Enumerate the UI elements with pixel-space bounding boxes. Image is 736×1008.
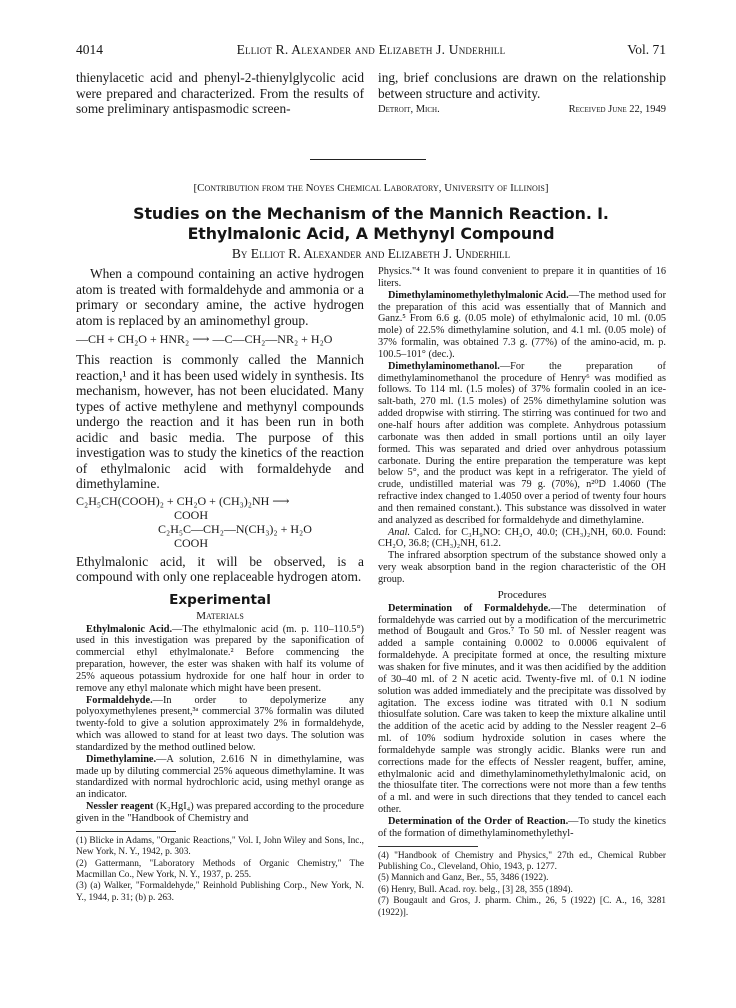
footnote-6: (6) Henry, Bull. Acad. roy. belg., [3] 28, 355 (1894). — [378, 884, 573, 895]
footnote-rule-right — [378, 846, 478, 847]
carryover-left: thienylacetic acid and phenyl-2-thienylglycolic acid were prepared and characterized. From the results of some preliminary antispasmodic screen- — [76, 70, 364, 117]
byline: By Elliot R. Alexander and Elizabeth J. Underhill — [231, 246, 511, 261]
article-title: Studies on the Mechanism of the Mannich Reaction. I. Ethylmalonic Acid, A Methynyl Compound — [133, 204, 609, 243]
footnote-7: (7) Bougault and Gros, J. pharm. Chim., 26, 5 (1922) [C. A., 16, 3281 (1922)]. — [378, 896, 666, 918]
running-head-authors: Elliot R. Alexander and Elizabeth J. Underhill — [236, 42, 506, 57]
analysis-label: Anal. — [388, 526, 411, 538]
dateline-place: Detroit, Mich. — [378, 104, 440, 116]
nessler-text: (K₂HgI₄) was prepared according to the procedure given in the "Handbook of Chemistry and — [76, 801, 364, 824]
dimethylamine-label: Dimethylamine. — [86, 753, 157, 765]
section-divider — [310, 159, 426, 160]
formaldehyde-determination-label: Determination of Formaldehyde. — [388, 602, 551, 614]
formaldehyde-paragraph — [76, 695, 364, 754]
equation-2-cooh-bottom: COOH — [174, 535, 209, 550]
intro-paragraph: When a compound containing an active hydrogen atom is treated with formaldehyde and ammonia or a primary or secondary amine, the active hydrogen atom is replaced by an aminomethyl group. — [76, 266, 364, 328]
equation-2-line1: C₂H₅CH(COOH)₂ + CH₂O + (CH₃)₂NH ⟶ — [76, 493, 290, 508]
physics-continuation: Physics."⁴ It was found convenient to prepare it in quantities of 16 liters. — [378, 266, 666, 289]
equation-2-line2: C₂H₅C—CH₂—N(CH₃)₂ + H₂O — [158, 521, 312, 536]
equation-2-cooh-top: COOH — [174, 507, 209, 522]
footnote-rule-left — [76, 831, 176, 832]
formaldehyde-label: Formaldehyde. — [86, 694, 153, 706]
contribution-line: [Contribution from the Noyes Chemical Laboratory, University of Illinois] — [193, 182, 549, 194]
footnote-3: (3) (a) Walker, "Formaldehyde," Reinhold Publishing Corp., New York, N. Y., 1944, p. 31; (b) p. 263. — [76, 881, 364, 903]
formaldehyde-determination-paragraph — [378, 603, 666, 816]
right-column — [378, 266, 666, 919]
running-head — [76, 42, 666, 62]
dmm-label: Dimethylaminomethanol. — [388, 360, 500, 372]
dimethylamine-text: —A solution, 2.616 N in dimethylamine, was made up by diluting commercial 25% aqueous dimethylamine. It was standardized with normal hydrochloric acid, using methyl orange as an indicator. — [76, 753, 364, 801]
footnote-4: (4) "Handbook of Chemistry and Physics," 27th ed., Chemical Rubber Publishing Co., Cleveland, Ohio, 1943, p. 1277. — [378, 850, 666, 873]
equation-2 — [76, 494, 364, 550]
equation-1: —CH + CH₂O + HNR₂ ⟶ —C—CH₂—NR₂ + H₂O — [76, 332, 333, 346]
analysis-text: Calcd. for C₃H₉NO: CH₂O, 40.0; (CH₃)₂NH, 60.0. Found: CH₂O, 36.8; (CH₃)₂NH, 61.2. — [378, 526, 666, 550]
dmme-paragraph — [378, 290, 666, 361]
mannich-paragraph: This reaction is commonly called the Mannich reaction,¹ and it has been used widely in synthesis. Its mechanism, however, has not been elucidated. Many types of active methylene and methynyl compounds undergo the reaction and it has been run in both acidic and basic media. The purpose of this investigation was to study the kinetics of the reaction of ethylmalonic acid with formaldehyde and dimethylamine. — [76, 352, 364, 491]
order-of-reaction-label: Determination of the Order of Reaction. — [388, 815, 569, 827]
page-number: 4014 — [76, 42, 103, 57]
analysis-paragraph — [378, 527, 666, 551]
nessler-label: Nessler reagent — [86, 801, 154, 813]
dateline — [378, 102, 666, 118]
heading-procedures: Procedures — [497, 588, 547, 601]
order-of-reaction-text: —To study the kinetics of the formation of dimethylaminomethylethyl- — [378, 815, 666, 839]
carryover-right-block — [378, 70, 666, 118]
dmme-text: —The method used for the preparation of this acid was essentially that of Mannich and Ganz.⁵ From 6.6 g. (0.05 mole) of ethylmalonic acid, 10 ml. (0.05 mole) of 22.5% dimethylamine solution, and 4.1 ml. (0.05 mole) of 37% formalin, was obtained 7.3 g. (77%) of the amino-acid, m. p. 100.5–101° (dec.). — [378, 289, 667, 360]
dmm-text: —For the preparation of dimethylaminomethanol the procedure of Henry⁶ was modified as follows. To 114 ml. (1.5 moles) of 37% formalin cooled in an ice-salt-bath, 270 ml. (1.5 moles) of 25% dimethylamine solution was added dropwise with stirring. The stirring was continued for two and one-half hours after addition was complete. Anhydrous potassium carbonate was then added in small portions until an oily layer formed. This was separated and dried over anhydrous potassium carbonate. During the entire preparation the temperature was kept below 5°, and the product was kept in a refrigerator. The yield of crude, undistilled material was 79 g. (70%), n²⁰D 1.4060 (The refractive index changed to 1.4050 over a period of twenty four hours and then remained constant.). This substance was dissolved in water and analyzed as described for formaldehyde and dimethylamine. — [378, 360, 666, 526]
dateline-received: Received June 22, 1949 — [568, 104, 666, 116]
dmme-label: Dimethylaminomethylethylmalonic Acid. — [388, 289, 569, 301]
ethylmalonic-acid-text: —The ethylmalonic acid (m. p. 110–110.5°) used in this investigation was prepared by the saponification of commercial ethyl ethylmalonate.² Before commencing the preparation, however, the ester was shaken with half its volume of 25% aqueous potassium hydroxide for one half hour in order to remove any ethyl malonate which might have been present. — [76, 623, 364, 694]
infrared-paragraph: The infrared absorption spectrum of the substance showed only a very weak absorption band in the region characteristic of the OH group. — [378, 550, 666, 585]
volume-label: Vol. 71 — [627, 42, 666, 57]
heading-experimental: Experimental — [169, 591, 271, 608]
footnote-5: (5) Mannich and Ganz, Ber., 55, 3486 (1922). — [378, 873, 549, 884]
order-of-reaction-paragraph — [378, 816, 666, 840]
dmm-paragraph — [378, 361, 666, 527]
nessler-paragraph — [76, 801, 364, 825]
footnote-2: (2) Gattermann, "Laboratory Methods of Organic Chemistry," The Macmillan Co., New York, N. Y., 1937, p. 255. — [76, 858, 364, 881]
formaldehyde-text: —In order to depolymerize any polyoxymethylenes present,³ᵃ commercial 37% formalin was diluted twenty-fold to give a solution approximately 2% in formaldehyde, which was allowed to stand for at least two days. The solution was standardized by the method outlined below. — [76, 694, 364, 753]
left-column — [76, 266, 364, 904]
footnote-1: (1) Blicke in Adams, "Organic Reactions," Vol. I, John Wiley and Sons, Inc., New York, N. Y., 1942, p. 303. — [76, 835, 364, 858]
heading-materials: Materials — [196, 609, 244, 622]
ethylmalonic-note: Ethylmalonic acid, it will be observed, is a compound with only one replaceable hydrogen atom. — [76, 553, 364, 584]
dimethylamine-paragraph — [76, 754, 364, 801]
carryover-right: ing, brief conclusions are drawn on the relationship between structure and activity. — [378, 70, 666, 101]
ethylmalonic-acid-paragraph — [76, 624, 364, 695]
ethylmalonic-acid-label: Ethylmalonic Acid. — [86, 623, 173, 635]
formaldehyde-determination-text: —The determination of formaldehyde was carried out by a modification of the mercurimetric method of Bougault and Gros.⁷ To 50 ml. of Nessler reagent was added a sample containing 0.0002 to 0.0006 equivalent of formaldehyde. A precipitate formed at once, the resulting mixture was shaken for five minutes, and it was then acidified by the addition of 30–40 ml. of 2 N acetic acid. Twenty-five ml. of 0.1 N iodine solution was added immediately and the precipitate was dissolved by agitation. The excess iodine was titrated with 0.1 N sodium thiosulfate solution. Care was taken to keep the mixture alkaline until the addition of the acetic acid by adding to the Nessler reagent 2–6 ml. of 10% sodium hydroxide solution in cases where the formaldehyde sample was strongly acidic. Blanks were run and corrections made for the effects of Nessler reagent, buffer, amine, ethylmalonic acid and dimethylaminomethylethylmalonic acid, on the thiosulfate titer. The corrections were not more than a few tenths of a ml. and were in such directions that they tended to cancel each other. — [378, 602, 667, 816]
